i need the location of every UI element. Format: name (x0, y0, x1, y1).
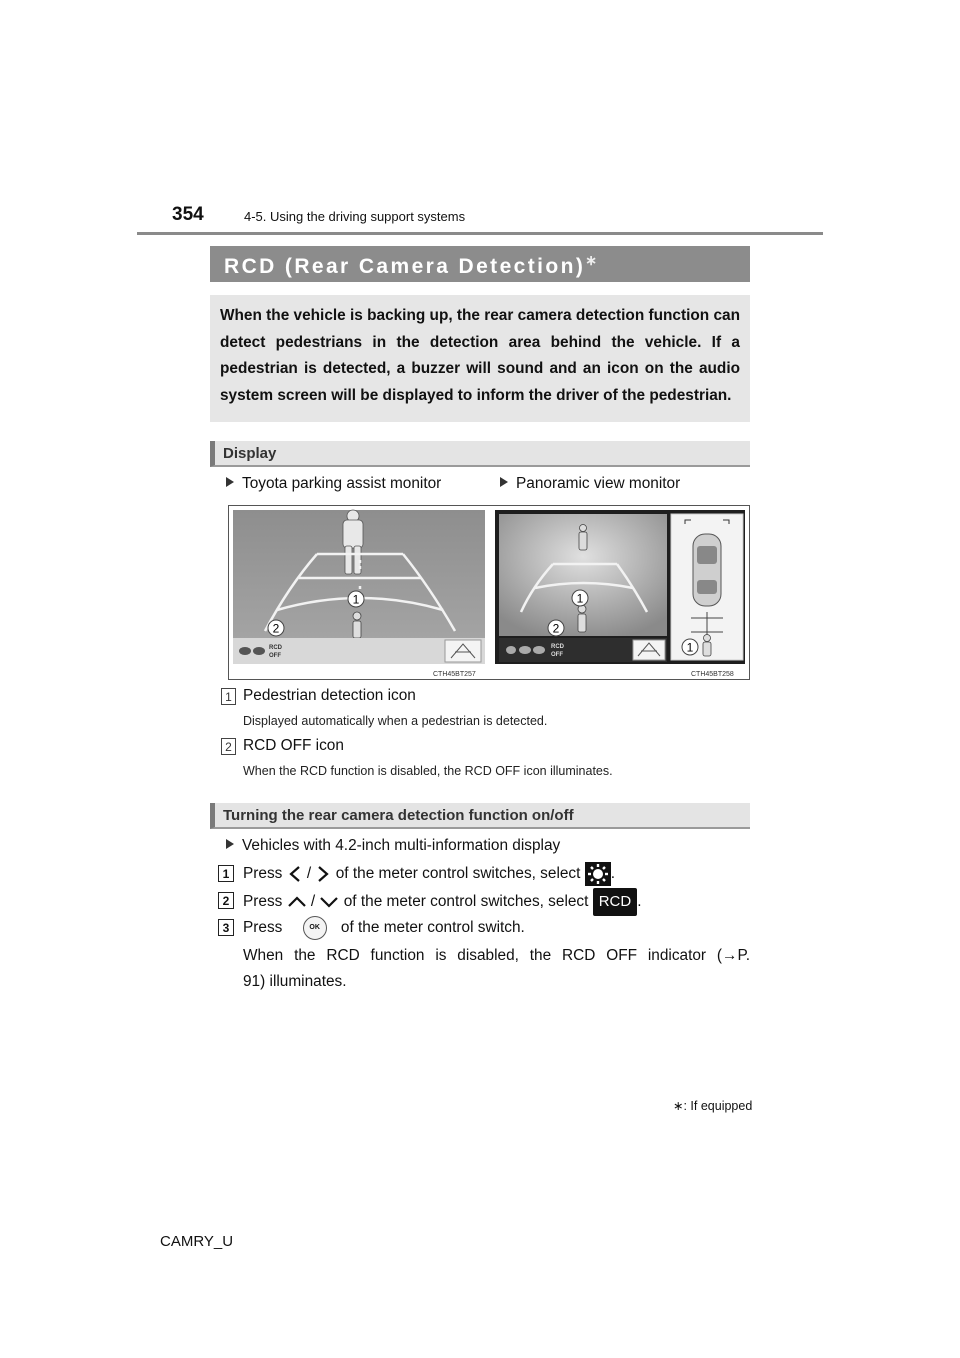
pedestrian-icon-top (703, 635, 711, 657)
step-3-pre: Press (243, 919, 283, 936)
rcd-off-icon-left-rcd: RCD (269, 645, 282, 651)
callout-2-left-text: 2 (272, 621, 280, 636)
legend-desc-1: Displayed automatically when a pedestrian is detected. (243, 714, 548, 728)
rcd-off-icon-left-off: OFF (269, 653, 281, 659)
ok-button-icon: OK (303, 916, 327, 940)
turning-heading (210, 803, 750, 829)
vehicle-note-text: Vehicles with 4.2-inch multi-information display (242, 837, 561, 854)
step-1-pre: Press (243, 865, 283, 882)
callout-1-left-text: 1 (352, 592, 360, 607)
step-number-2: 2 (218, 892, 234, 909)
title-mark: ∗ (585, 252, 597, 268)
step-2-post: of the meter control switches, select (343, 893, 589, 911)
page-title (224, 252, 597, 279)
monitor-right-bullet (500, 475, 680, 493)
footer-model: CAMRY_U (160, 1233, 234, 1250)
standing-person-icon-right (579, 525, 587, 551)
triangle-bullet-icon (226, 839, 234, 849)
triangle-bullet-icon (500, 477, 508, 487)
triangle-bullet-icon (226, 477, 234, 487)
turning-heading-text: Turning the rear camera detection function on/off (223, 807, 574, 824)
section-title: 4-5. Using the driving support systems (244, 209, 466, 224)
step-number-1: 1 (218, 865, 234, 882)
settings-gear-icon (585, 862, 611, 886)
monitor-left-label: Toyota parking assist monitor (242, 475, 442, 492)
intro-text: When the vehicle is backing up, the rear camera detection function can detect pedestrians in the detection area behind the vehicle. If a pedestrian is detected, a buzzer will sound and an icon on the audio system screen will be displayed to inform the driver of the pedestrian. (220, 307, 740, 404)
legend-number-2: 2 (221, 738, 236, 755)
step-2 (243, 888, 641, 916)
step-1-sep: / (306, 865, 312, 882)
legend-label-2: RCD OFF icon (243, 737, 344, 754)
result-text (243, 943, 750, 995)
figure-right-code: CTH45BT258 (691, 671, 734, 678)
legend-desc-2: When the RCD function is disabled, the RCD OFF icon illuminates. (243, 764, 613, 778)
rcd-off-icon-right-off: OFF (551, 652, 563, 658)
step-2-pre: Press (243, 893, 283, 911)
step-1 (243, 861, 615, 887)
footnote (673, 1098, 752, 1113)
display-heading-text: Display (223, 445, 277, 462)
vehicle-top-view-icon (693, 534, 721, 606)
vehicle-note (226, 837, 560, 855)
sensor-icons-right (506, 646, 545, 654)
footnote-text: : If equipped (683, 1099, 753, 1113)
camera-screens-illustration (229, 506, 749, 679)
callout-2-right-text: 2 (552, 621, 560, 636)
display-heading (210, 441, 750, 467)
chevron-left-icon (287, 865, 303, 883)
figure-left-code: CTH45BT257 (433, 671, 476, 678)
result-text-line-2: 91) illuminates. (243, 973, 347, 990)
step-2-sep: / (310, 893, 316, 911)
header-rule (137, 232, 823, 235)
step-3 (243, 915, 525, 941)
intro-box (210, 295, 750, 422)
footnote-mark: ∗ (673, 1099, 684, 1113)
rcd-off-icon-right-rcd: RCD (551, 644, 564, 650)
step-2-end: . (637, 893, 642, 911)
monitor-right-label: Panoramic view monitor (516, 475, 681, 492)
chevron-right-icon (315, 865, 331, 883)
chevron-down-icon (319, 895, 339, 909)
title-bar (210, 246, 750, 282)
page-number: 354 (172, 204, 204, 225)
callout-1-top-text: 1 (686, 640, 694, 655)
pedestrian-icon-right (578, 605, 586, 632)
monitor-left-bullet (226, 475, 441, 493)
display-figure (228, 505, 750, 680)
callout-1-right-text: 1 (576, 591, 584, 606)
pedestrian-icon-left (353, 612, 361, 638)
result-text-line-1: When the RCD function is disabled, the RCD OFF indicator (→P. (243, 947, 750, 964)
rcd-icon: RCD (593, 888, 638, 916)
step-1-post: of the meter control switches, select (335, 865, 581, 882)
legend-number-1: 1 (221, 688, 236, 705)
step-number-3: 3 (218, 919, 234, 936)
chevron-up-icon (287, 895, 307, 909)
step-1-end: . (610, 865, 615, 882)
title-text: RCD (Rear Camera Detection) (224, 255, 586, 278)
legend-label-1: Pedestrian detection icon (243, 687, 416, 704)
step-3-post: of the meter control switch. (340, 919, 525, 936)
